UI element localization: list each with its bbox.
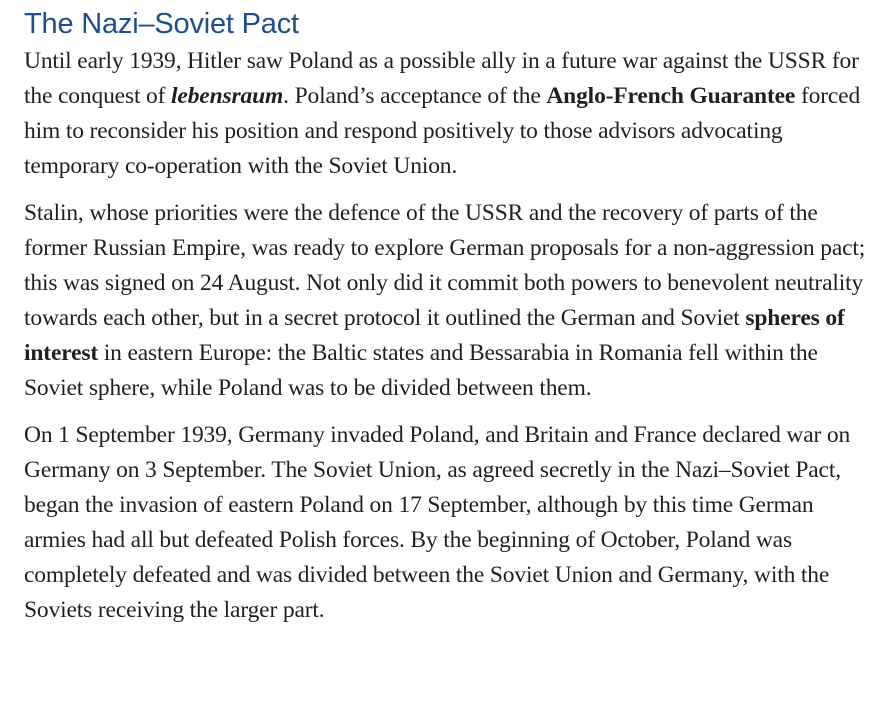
key-term-anglo-french-guarantee: Anglo-French Guarantee <box>546 83 796 109</box>
text-segment: On 1 September 1939, Germany invaded Poland, and Britain and France declared war on Germany on 3 September. The Soviet Union, as agreed secretly in the Nazi–Soviet Pact, began the invasion of eastern Poland on 17 September, although by this time German armies had all but defeated Polish forces. By the beginning of October, Poland was completely defeated and was divided between the Soviet Union and Germany, with the Soviets receiving the larger part. <box>24 422 851 623</box>
paragraph-stalin-pact <box>24 196 874 406</box>
text-segment: . Poland’s acceptance of the <box>283 83 547 109</box>
section-title: The Nazi–Soviet Pact <box>24 8 299 40</box>
text-segment: Stalin, whose priorities were the defence of the USSR and the recovery of parts of the former Russian Empire, was ready to explore German proposals for a non-aggression pact; this was signed on 24 August. Not only did it commit both powers to benevolent neutrality towards each other, but in a secret protocol it outlined the German and Soviet <box>24 200 866 331</box>
paragraph-invasion-of-poland <box>24 418 874 628</box>
text-segment: Until early 1939, Hitler saw Poland as a possible ally in a future war against the USSR for the conquest of <box>24 48 859 109</box>
paragraph-hitler-poland <box>24 44 874 184</box>
text-segment: in eastern Europe: the Baltic states and Bessarabia in Romania fell within the Soviet sphere, while Poland was to be divided between them. <box>24 340 818 401</box>
key-term-lebensraum: lebensraum <box>171 83 284 109</box>
key-term-spheres-of-interest: spheres of interest <box>24 305 845 366</box>
text-segment: forced him to reconsider his position and respond positively to those advisors advocating temporary co-operation with the Soviet Union. <box>24 83 861 179</box>
